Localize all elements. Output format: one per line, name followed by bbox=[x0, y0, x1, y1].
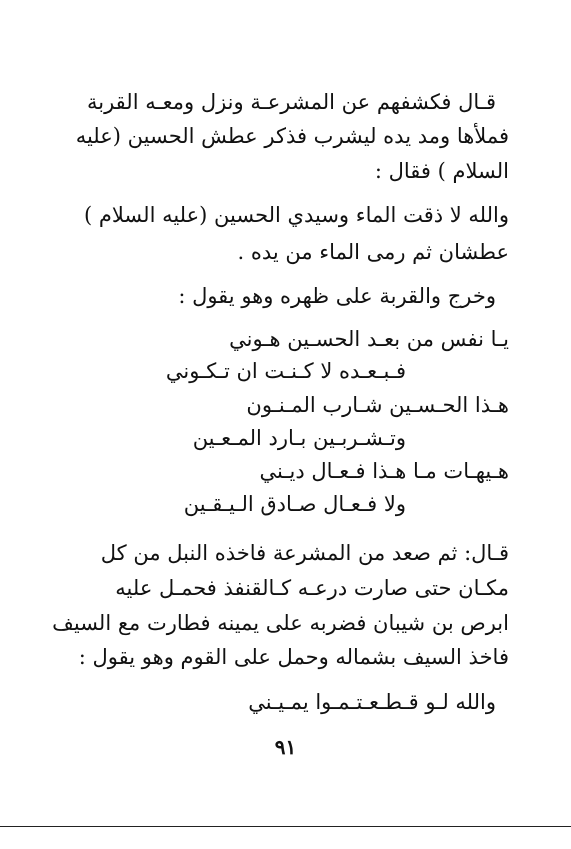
poem-verse-3: هـذا الحـسـين شـارب المـنـون bbox=[246, 393, 509, 417]
text-line-9: ابرص بن شيبان فضربه على يمينه فطارت مع السيف bbox=[52, 611, 509, 635]
text-line-3: السلام ) فقال : bbox=[374, 159, 509, 183]
poem-verse-6: ولا فـعـال صـادق الـيـقـين bbox=[183, 492, 406, 516]
text-line-2: فملأها ومد يده ليشرب فذكر عطش الحسين (عليه bbox=[75, 124, 509, 148]
poem-verse-1: يـا نفس من بعـد الحسـين هـوني bbox=[229, 327, 509, 351]
poem-verse-5: هـيهـات مـا هـذا فـعـال ديـني bbox=[259, 459, 509, 483]
poem-verse-4: وتـشـربـين بـارد المـعـين bbox=[192, 426, 406, 450]
text-line-5: عطشان ثم رمى الماء من يده . bbox=[237, 240, 509, 264]
text-line-6: وخرج والقربة على ظهره وهو يقول : bbox=[178, 284, 496, 308]
text-line-8: مكـان حتى صارت درعـه كـالقنفذ فحمـل عليه bbox=[115, 576, 509, 600]
text-line-1: قـال فكشفهم عن المشرعـة ونزل ومعـه القربة bbox=[86, 90, 496, 114]
text-line-7: قـال: ثم صعد من المشرعة فاخذه النبل من كل bbox=[100, 541, 509, 565]
page-number: ٩١ bbox=[274, 735, 297, 759]
bottom-rule bbox=[0, 826, 571, 827]
text-line-4: والله لا ذقت الماء وسيدي الحسين (عليه السلام ) bbox=[84, 203, 509, 227]
poem-verse-7: والله لـو قـطـعـتـمـوا يمـيـني bbox=[248, 690, 496, 714]
text-line-10: فاخذ السيف بشماله وحمل على القوم وهو يقول : bbox=[78, 645, 509, 669]
poem-verse-2: فـبـعـده لا كـنـت ان تـكـوني bbox=[165, 359, 406, 383]
